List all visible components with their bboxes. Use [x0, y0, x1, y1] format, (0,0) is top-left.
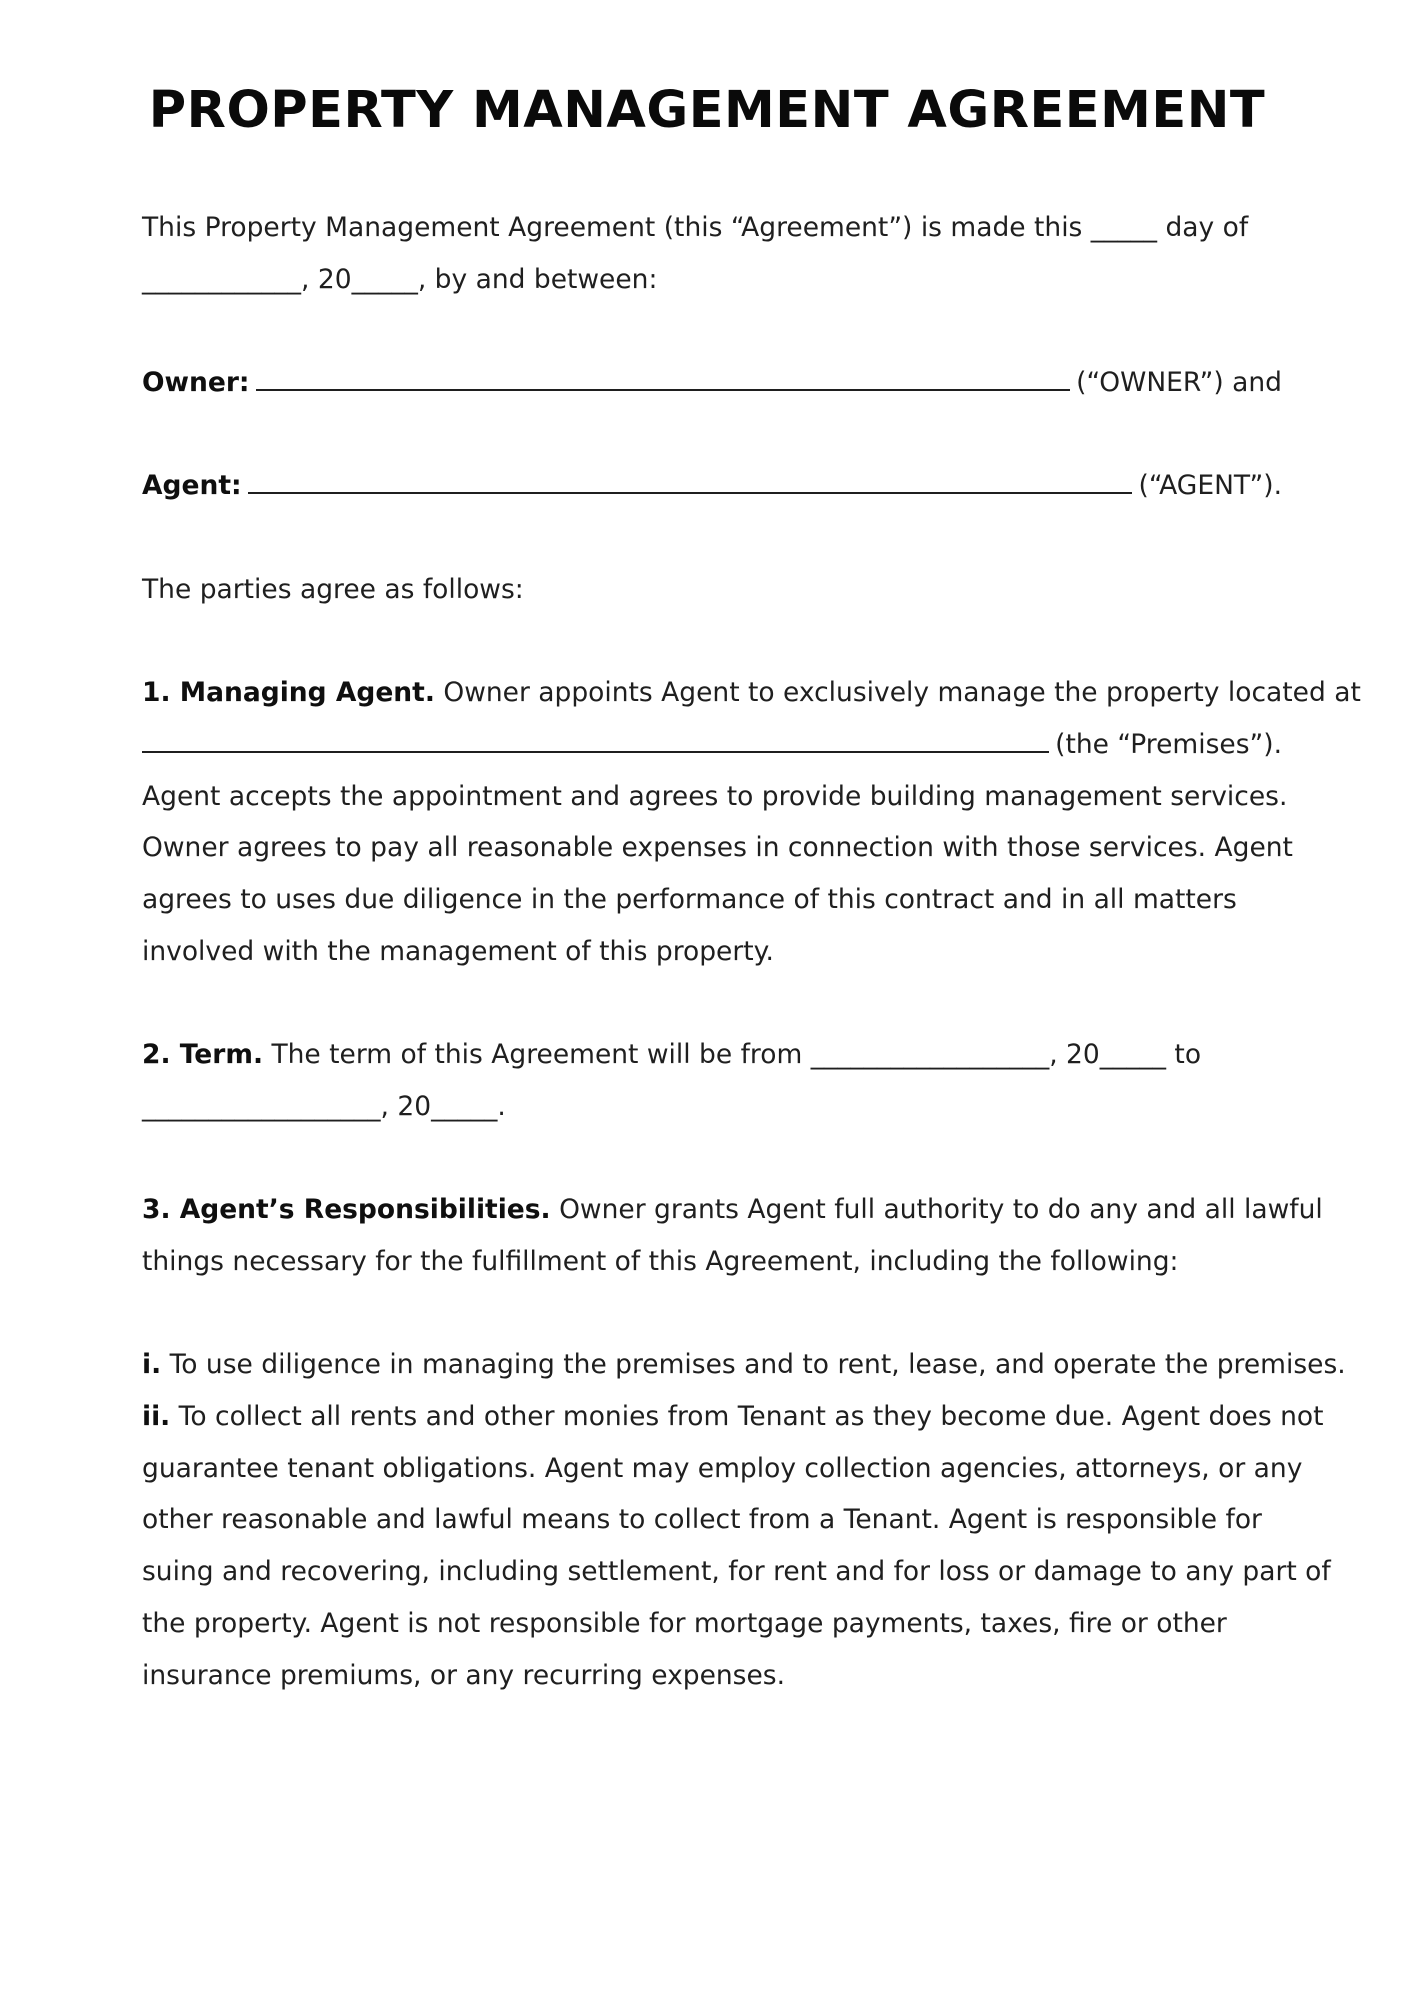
section-2-heading: 2. Term. — [142, 1039, 264, 1070]
item-i-text: To use diligence in managing the premises and to rent, lease, and operate the premises. — [169, 1349, 1346, 1380]
section-2-line-1-text: The term of this Agreement will be from __________________, 20_____ to — [271, 1039, 1202, 1070]
item-ii-line-5: the property. Agent is not responsible for mortgage payments, taxes, fire or other — [142, 1608, 1227, 1639]
intro-line-1: This Property Management Agreement (this “Agreement”) is made this _____ day of — [142, 212, 1249, 243]
section-1-line-3: Agent accepts the appointment and agrees to provide building management services. — [142, 781, 1288, 812]
item-i — [142, 1345, 1346, 1385]
item-ii-marker: ii. — [142, 1401, 171, 1432]
section-1-line-1-text: Owner appoints Agent to exclusively manage the property located at — [443, 677, 1361, 708]
item-ii-line-1 — [142, 1397, 1324, 1437]
owner-name-field[interactable] — [256, 367, 1071, 391]
owner-line — [142, 363, 1282, 403]
section-1-line-6: involved with the management of this property. — [142, 936, 774, 967]
agent-suffix: (“AGENT”). — [1138, 470, 1282, 501]
section-1-line-1 — [142, 673, 1361, 713]
agent-label: Agent: — [142, 470, 242, 501]
document-title: PROPERTY MANAGEMENT AGREEMENT — [148, 81, 1266, 140]
section-1-heading: 1. Managing Agent. — [142, 677, 435, 708]
agent-line — [142, 466, 1282, 506]
item-ii-line-1-text: To collect all rents and other monies from Tenant as they become due. Agent does not — [178, 1401, 1324, 1432]
parties-agree-text: The parties agree as follows: — [142, 574, 524, 605]
item-ii-line-4: suing and recovering, including settlement, for rent and for loss or damage to any part of — [142, 1556, 1331, 1587]
item-ii-line-2: guarantee tenant obligations. Agent may employ collection agencies, attorneys, or any — [142, 1453, 1303, 1484]
section-1-line-4: Owner agrees to pay all reasonable expenses in connection with those services. Agent — [142, 832, 1293, 863]
section-3-line-2: things necessary for the fulfillment of this Agreement, including the following: — [142, 1246, 1179, 1277]
premises-address-field[interactable] — [142, 729, 1049, 753]
item-i-marker: i. — [142, 1349, 162, 1380]
section-2-line-1 — [142, 1035, 1282, 1075]
owner-label: Owner: — [142, 367, 250, 398]
section-1-line-5: agrees to uses due diligence in the performance of this contract and in all matters — [142, 884, 1237, 915]
intro-line-2: ____________, 20_____, by and between: — [142, 264, 658, 295]
section-3-heading: 3. Agent’s Responsibilities. — [142, 1194, 551, 1225]
premises-suffix: (the “Premises”). — [1055, 729, 1282, 760]
owner-suffix: (“OWNER”) and — [1076, 367, 1282, 398]
section-3-line-1-text: Owner grants Agent full authority to do any and all lawful — [559, 1194, 1323, 1225]
item-ii-line-6: insurance premiums, or any recurring expenses. — [142, 1660, 786, 1691]
section-1-line-2 — [142, 725, 1282, 765]
section-3-line-1 — [142, 1190, 1323, 1230]
item-ii-line-3: other reasonable and lawful means to collect from a Tenant. Agent is responsible for — [142, 1504, 1262, 1535]
agent-name-field[interactable] — [248, 470, 1133, 494]
section-2-line-2: __________________, 20_____. — [142, 1091, 506, 1122]
